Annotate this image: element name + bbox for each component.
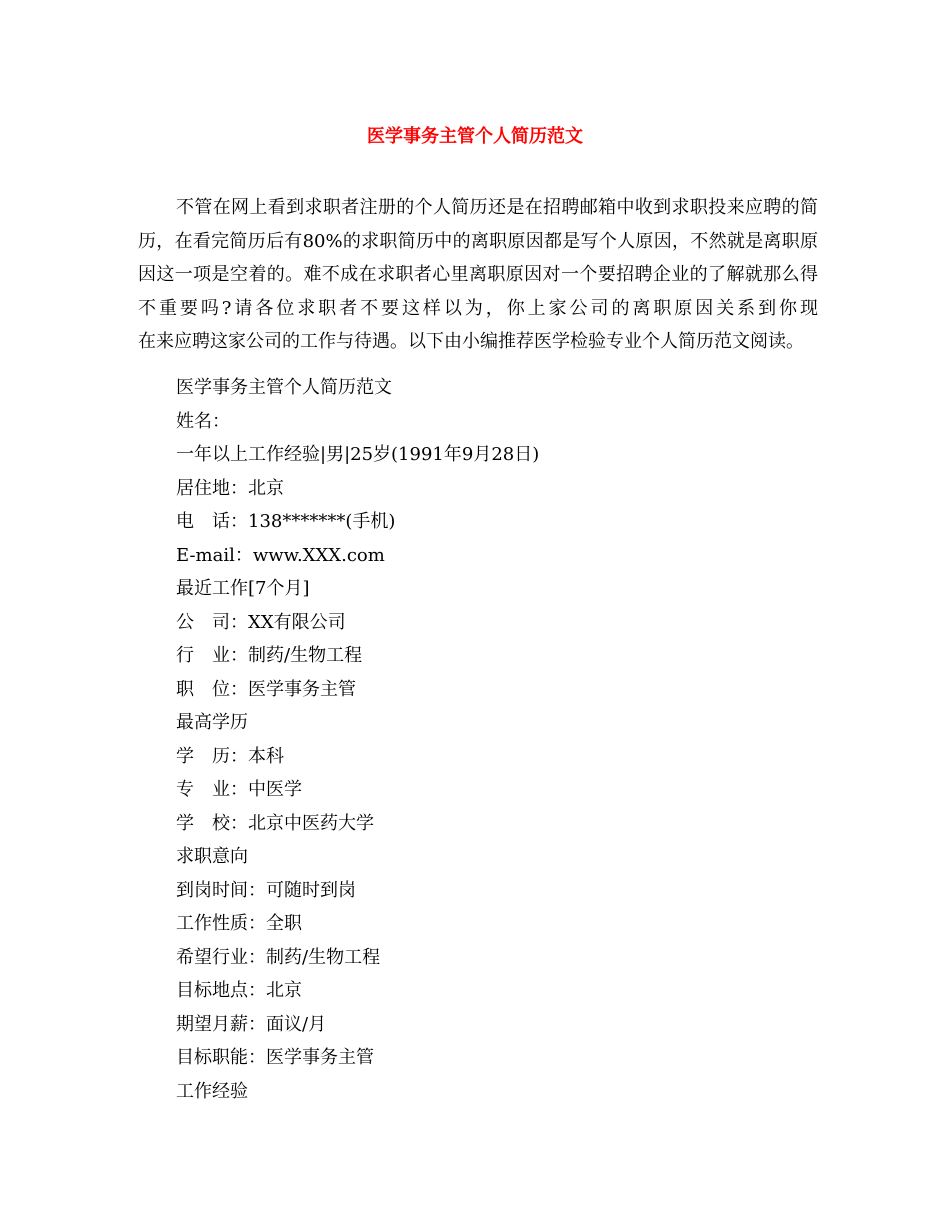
- recent-work-heading: 最近工作[7个月]: [176, 578, 310, 599]
- education-heading: 最高学历: [176, 712, 248, 733]
- industry-line: 行 业：制药/生物工程: [176, 645, 363, 666]
- job-intent-heading: 求职意向: [176, 846, 248, 867]
- job-type-line: 工作性质：全职: [176, 913, 302, 934]
- school-line: 学 校：北京中医药大学: [176, 812, 374, 834]
- position-line: 职 位：医学事务主管: [176, 678, 356, 700]
- target-function-line: 目标职能：医学事务主管: [176, 1047, 374, 1068]
- residence-line: 居住地：北京: [176, 477, 284, 499]
- resume-heading: 医学事务主管个人简历范文: [176, 377, 392, 398]
- phone-line: 电 话：138*******(手机): [176, 511, 396, 532]
- document-title: 医学事务主管个人简历范文: [367, 126, 583, 147]
- desired-industry-line: 希望行业：制药/生物工程: [176, 946, 381, 968]
- email-line: E-mail：www.XXX.com: [176, 544, 385, 566]
- start-time-line: 到岗时间：可随时到岗: [176, 879, 356, 901]
- summary-line: 一年以上工作经验|男|25岁(1991年9月28日): [176, 444, 540, 465]
- target-location-line: 目标地点：北京: [176, 980, 302, 1001]
- expected-salary-line: 期望月薪：面议/月: [176, 1013, 327, 1035]
- resume-lines: [176, 371, 856, 1108]
- work-experience-heading: 工作经验: [176, 1080, 248, 1102]
- major-line: 专 业：中医学: [176, 779, 302, 800]
- intro-paragraph-last-line: 在来应聘这家公司的工作与待遇。以下由小编推荐医学检验专业个人简历范文阅读。: [138, 331, 804, 352]
- company-line: 公 司：XX有限公司: [176, 611, 346, 633]
- degree-line: 学 历：本科: [176, 745, 284, 767]
- intro-paragraph: 不管在网上看到求职者注册的个人简历还是在招聘邮箱中收到求职投来应聘的简历，在看完简历后有80%的求职简历中的离职原因都是写个人原因，不然就是离职原因这一项是空着的。难不成在求职者心里离职原因对一个要招聘企业的了解就那么得不重要吗?请各位求职者不要这样以为，你上家公司的离职原因关系到你现: [138, 197, 818, 319]
- name-line: 姓名：: [176, 410, 230, 432]
